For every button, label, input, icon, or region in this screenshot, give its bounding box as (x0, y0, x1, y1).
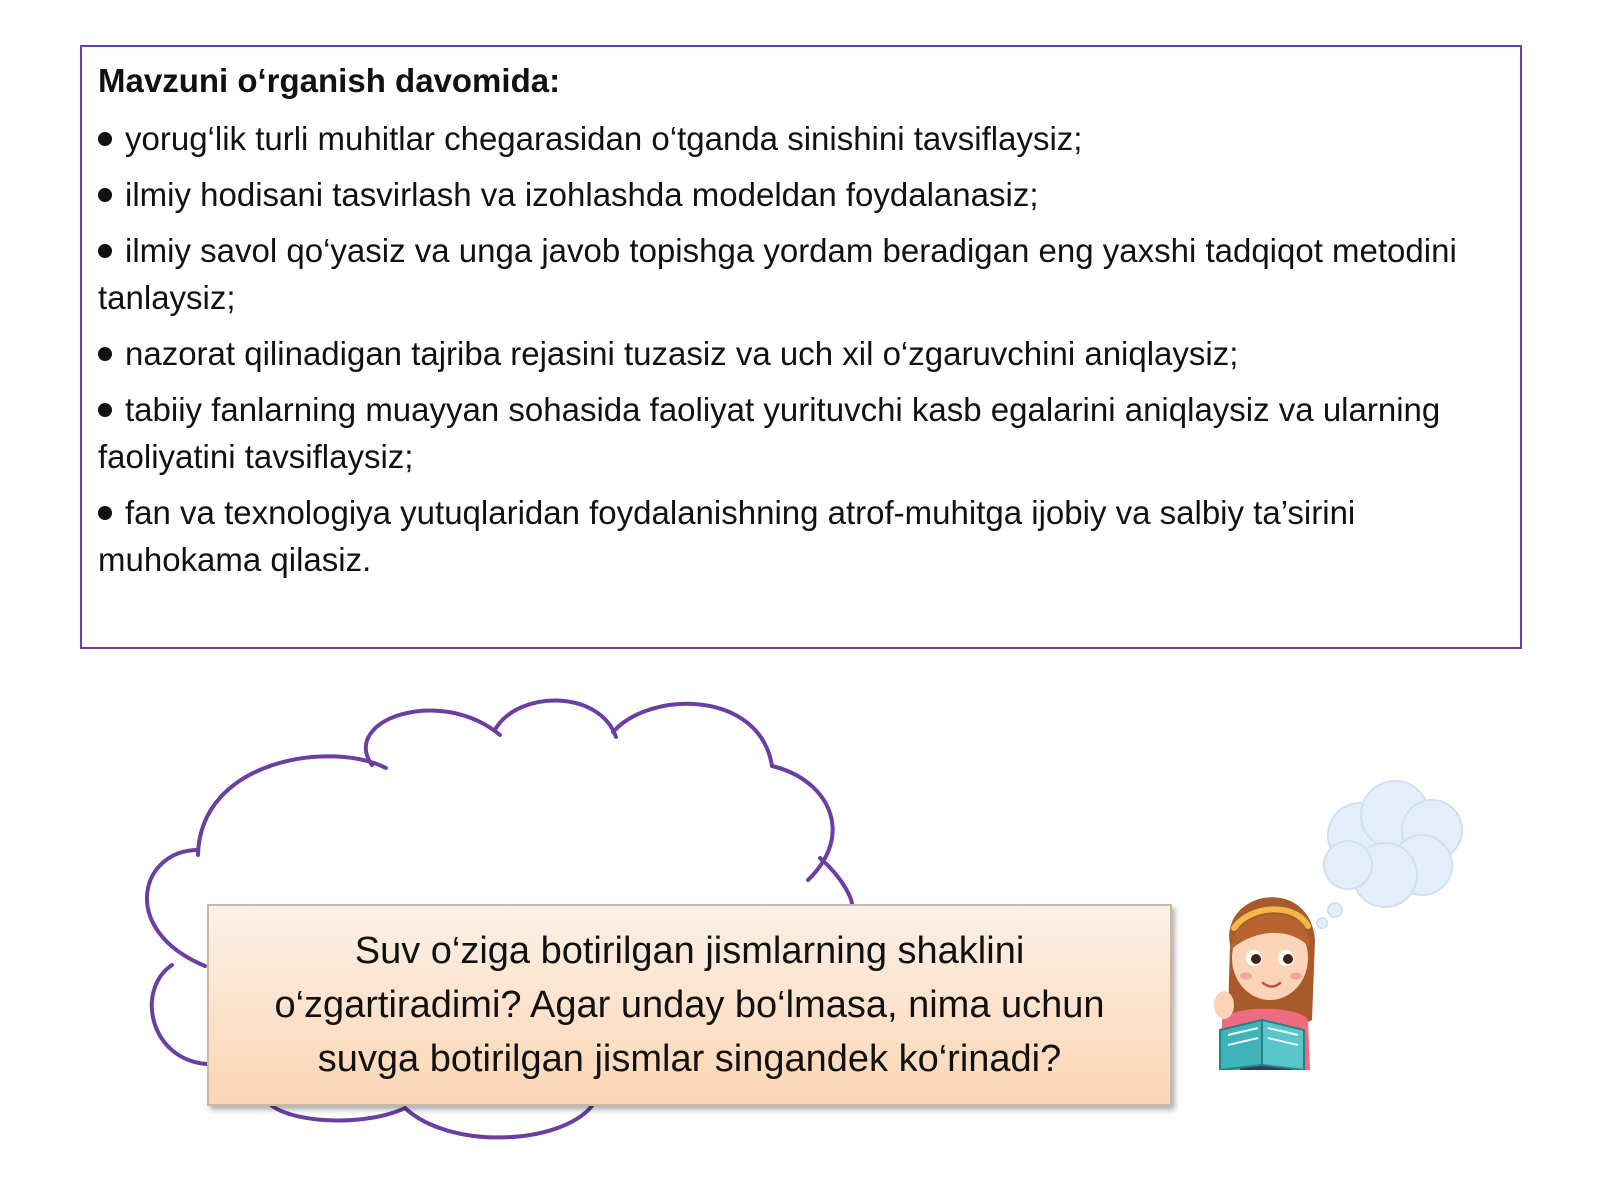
bullet-icon (98, 403, 112, 417)
objective-text: fan va texnologiya yutuqlaridan foydalanishning atrof-muhitga ijobiy va salbiy ta’sirini muhokama qilasiz. (98, 494, 1356, 578)
list-item (98, 330, 1504, 377)
bullet-icon (98, 506, 112, 520)
objective-text: nazorat qilinadigan tajriba rejasini tuzasiz va uch xil o‘zgaruvchini aniqlaysiz; (125, 335, 1239, 372)
objectives-title: Mavzuni o‘rganish davomida: (98, 62, 561, 99)
list-item (98, 489, 1504, 583)
list-item (98, 115, 1504, 162)
objective-text: ilmiy hodisani tasvirlash va izohlashda modeldan foydalanasiz; (125, 176, 1039, 213)
list-item (98, 171, 1504, 218)
list-item (98, 227, 1504, 321)
bullet-icon (98, 132, 112, 146)
question-text: Suv o‘ziga botirilgan jismlarning shaklini o‘zgartiradimi? Agar unday bo‘lmasa, nima uchun suvga botirilgan jismlar singandek ko‘rinadi? (274, 930, 1105, 1080)
thought-bubble-icon (1309, 781, 1463, 936)
girl-reading-book-illustration (1200, 780, 1470, 1070)
bullet-icon (98, 244, 112, 258)
bullet-icon (98, 188, 112, 202)
list-item (98, 386, 1504, 480)
bullet-icon (98, 347, 112, 361)
question-box (207, 904, 1172, 1106)
objective-text: ilmiy savol qo‘yasiz va unga javob topishga yordam beradigan eng yaxshi tadqiqot metodini tanlaysiz; (98, 232, 1457, 316)
objective-text: tabiiy fanlarning muayyan sohasida faoliyat yurituvchi kasb egalarini aniqlaysiz va ularning faoliyatini tavsiflaysiz; (98, 391, 1441, 475)
learning-objectives-box (80, 45, 1522, 649)
objectives-list (98, 115, 1504, 583)
objective-text: yorug‘lik turli muhitlar chegarasidan o‘tganda sinishini tavsiflaysiz; (125, 120, 1083, 157)
